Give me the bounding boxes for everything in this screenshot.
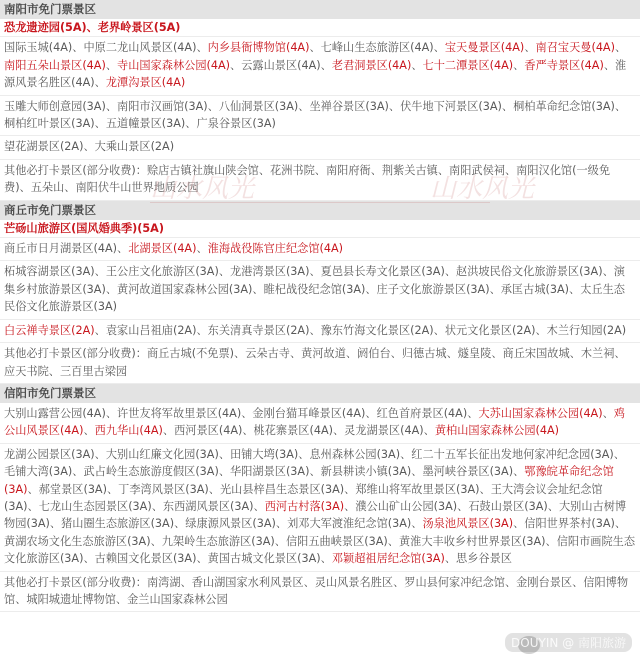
highlight-scenic-name: 老君洞景区(4A) bbox=[331, 58, 412, 72]
shangqiu-4a-list bbox=[0, 238, 640, 261]
footer-watermark: DOUYIN @ 南阳旅游 bbox=[505, 633, 632, 652]
section-header-shangqiu: 商丘市免门票景区 bbox=[0, 201, 640, 220]
highlight-scenic-name: 南召宝天曼(4A) bbox=[535, 41, 615, 55]
highlight-scenic-name: 鸡公山风景区(4A) bbox=[4, 406, 625, 438]
highlight-scenic-name: 南阳五朵山景区(4A) bbox=[4, 58, 106, 72]
scenic-name-text: 国际玉城(4A)、中原二龙山风景区(4A)、 bbox=[4, 41, 208, 55]
xinyang-other-list: 其他必打卡景区(部分收费)：南湾湖、香山湖国家水利风景区、灵山风景名胜区、罗山县何家冲纪念馆、金刚台景区、信阳博物馆、城阳城遗址博物馆、金兰山国家森林公园 bbox=[0, 572, 640, 613]
scenic-name-text: 、濮公山矿山公园(3A)、石鼓山景区(3A)、大别山古树博物园(3A)、猪山圈生态旅游区(3A)、绿康源风景区(3A)、刘邓大军渡淮纪念馆(3A)、 bbox=[4, 499, 627, 531]
scenic-name-text: 、信阳世界茶村(3A)、黄湖农场文化生态旅游区(3A)、九架岭生态旅游区(3A)、信阳五曲峡景区(3A)、黄淮大丰收乡村世界景区(3A)、信阳市画院生态文化旅游区(3A)、古赖国文化景区(3A)、黄国古城文化景区(3A)、 bbox=[4, 517, 636, 566]
scenic-name-text: 、 bbox=[513, 58, 525, 72]
shangqiu-3a-list: 柘城容湖景区(3A)、王公庄文化旅游区(3A)、龙港湾景区(3A)、夏邑县长寿文化景区(3A)、赵洪坡民俗文化旅游景区(3A)、演集乡村旅游景区(3A)、黄河故道国家森林公园(3A)、睢杞战役纪念馆(3A)、庄子文化旅游景区(3A)、承匡古城(3A)、太丘生态民俗文化旅游景区(3A) bbox=[0, 261, 640, 319]
nanyang-other-list: 其他必打卡景区(部分收费)：赊店古镇社旗山陕会馆、花洲书院、南阳府衙、荆紫关古镇、南阳武侯祠、南阳汉化馆(一级免费)、五朵山、南阳伏牛山世界地质公园 bbox=[0, 160, 640, 201]
scenic-name-text: 、思乡谷景区 bbox=[444, 552, 512, 566]
section-header-nanyang: 南阳市免门票景区 bbox=[0, 0, 640, 19]
highlight-scenic-name: 黄柏山国家森林公园(4A) bbox=[434, 424, 560, 438]
xinyang-4a-list bbox=[0, 403, 640, 444]
highlight-scenic-name: 淮海战役陈官庄纪念馆(4A) bbox=[207, 242, 344, 256]
nanyang-5a-list: 恐龙遗迹园(5A)、老界岭景区(5A) bbox=[0, 19, 640, 37]
xinyang-3a-list bbox=[0, 444, 640, 572]
scenic-name-text: 、 bbox=[196, 242, 208, 256]
highlight-scenic-name: 白云禅寺景区(2A) bbox=[4, 323, 95, 337]
highlight-scenic-name: 汤泉池风景区(3A) bbox=[422, 517, 514, 531]
nanyang-3a-list: 玉雕大师创意园(3A)、南阳市汉画馆(3A)、八仙洞景区(3A)、坐禅谷景区(3A)、伏牛地下河景区(3A)、桐柏革命纪念馆(3A)、桐柏红叶景区(3A)、五道幢景区(3A)、广泉谷景区(3A) bbox=[0, 96, 640, 137]
scenic-name-text: 、云露山景区(4A)、 bbox=[230, 58, 332, 72]
shangqiu-2a-list bbox=[0, 320, 640, 343]
highlight-scenic-name: 七十二潭景区(4A) bbox=[422, 58, 514, 72]
highlight-scenic-name: 龙潭沟景区(4A) bbox=[105, 76, 186, 90]
scenic-name-text: 、西河景区(4A)、桃花寨景区(4A)、灵龙湖景区(4A)、 bbox=[162, 424, 435, 438]
shangqiu-other-list: 其他必打卡景区(部分收费)：商丘古城(不免票)、云朵古寺、黄河故道、阏伯台、归德古城、燧皇陵、商丘宋国故城、木兰祠、应天书院、三百里古梁园 bbox=[0, 343, 640, 384]
highlight-scenic-name: 鄂豫皖革命纪念馆(3A) bbox=[4, 465, 614, 496]
highlight-scenic-name: 西九华山(4A) bbox=[94, 424, 163, 438]
highlight-scenic-name: 北湖景区(4A) bbox=[128, 242, 197, 256]
highlight-scenic-name: 寺山国家森林公园(4A) bbox=[117, 58, 231, 72]
scenic-name-text: 、 bbox=[602, 406, 614, 420]
highlight-scenic-name: 宝天曼景区(4A) bbox=[444, 41, 525, 55]
scenic-name-text: 、 bbox=[83, 424, 95, 438]
watermark-line bbox=[150, 202, 490, 203]
watermark-text: 山水风光 bbox=[150, 174, 255, 204]
scenic-name-text: 、 bbox=[411, 58, 423, 72]
scenic-name-text: 、 bbox=[524, 41, 536, 55]
watermark-text-2: 山水风光 bbox=[430, 174, 535, 204]
highlight-scenic-name: 西河古村落(3A) bbox=[264, 499, 345, 513]
scenic-name-text: 大别山露营公园(4A)、许世友将军故里景区(4A)、金刚台猫耳峰景区(4A)、红色首府景区(4A)、 bbox=[4, 406, 479, 420]
scenic-name-text: 、袁家山吕祖庙(2A)、东关清真寺景区(2A)、豫东竹海文化景区(2A)、状元文化景区(2A)、木兰行知园(2A) bbox=[94, 323, 627, 337]
highlight-scenic-name: 香严寺景区(4A) bbox=[524, 58, 604, 72]
nanyang-4a-list bbox=[0, 37, 640, 95]
highlight-scenic-name: 大苏山国家森林公园(4A) bbox=[478, 406, 603, 420]
scenic-name-text: 、七峰山生态旅游区(4A)、 bbox=[309, 41, 445, 55]
scenic-name-text: 龙湖公园景区(3A)、大别山红廉文化园(3A)、田铺大塆(3A)、息州森林公园(3A)、红二十五军长征出发地何家冲纪念园(3A)、毛铺大湾(3A)、武占岭生态旅游度假区(3A)、华阳湖景区(3A)、新县耕读小镇(3A)、墨河峡谷景区(3A)、 bbox=[4, 447, 625, 479]
scenic-name-text: 、 bbox=[614, 41, 627, 55]
nanyang-2a-list: 望花湖景区(2A)、大乘山景区(2A) bbox=[0, 136, 640, 159]
highlight-scenic-name: 内乡县衙博物馆(4A) bbox=[207, 41, 310, 55]
scenic-name-text: 、淮源风景名胜区(4A)、 bbox=[4, 58, 627, 90]
scenic-name-text: 、郝堂景区(3A)、丁李湾风景区(3A)、光山县梓昌生态景区(3A)、郑维山将军故里景区(3A)、王大湾会议会址纪念馆(3A)、七龙山生态园景区(3A)、东西湖风景区(3A)、 bbox=[4, 482, 603, 513]
scenic-name-text: 商丘市日月湖景区(4A)、 bbox=[4, 242, 129, 256]
section-header-xinyang: 信阳市免门票景区 bbox=[0, 384, 640, 403]
highlight-scenic-name: 邓颖超祖居纪念馆(3A) bbox=[331, 552, 445, 566]
scenic-name-text: 、 bbox=[105, 58, 118, 72]
shangqiu-5a-list: 芒砀山旅游区(国风婚典季)(5A) bbox=[0, 220, 640, 238]
